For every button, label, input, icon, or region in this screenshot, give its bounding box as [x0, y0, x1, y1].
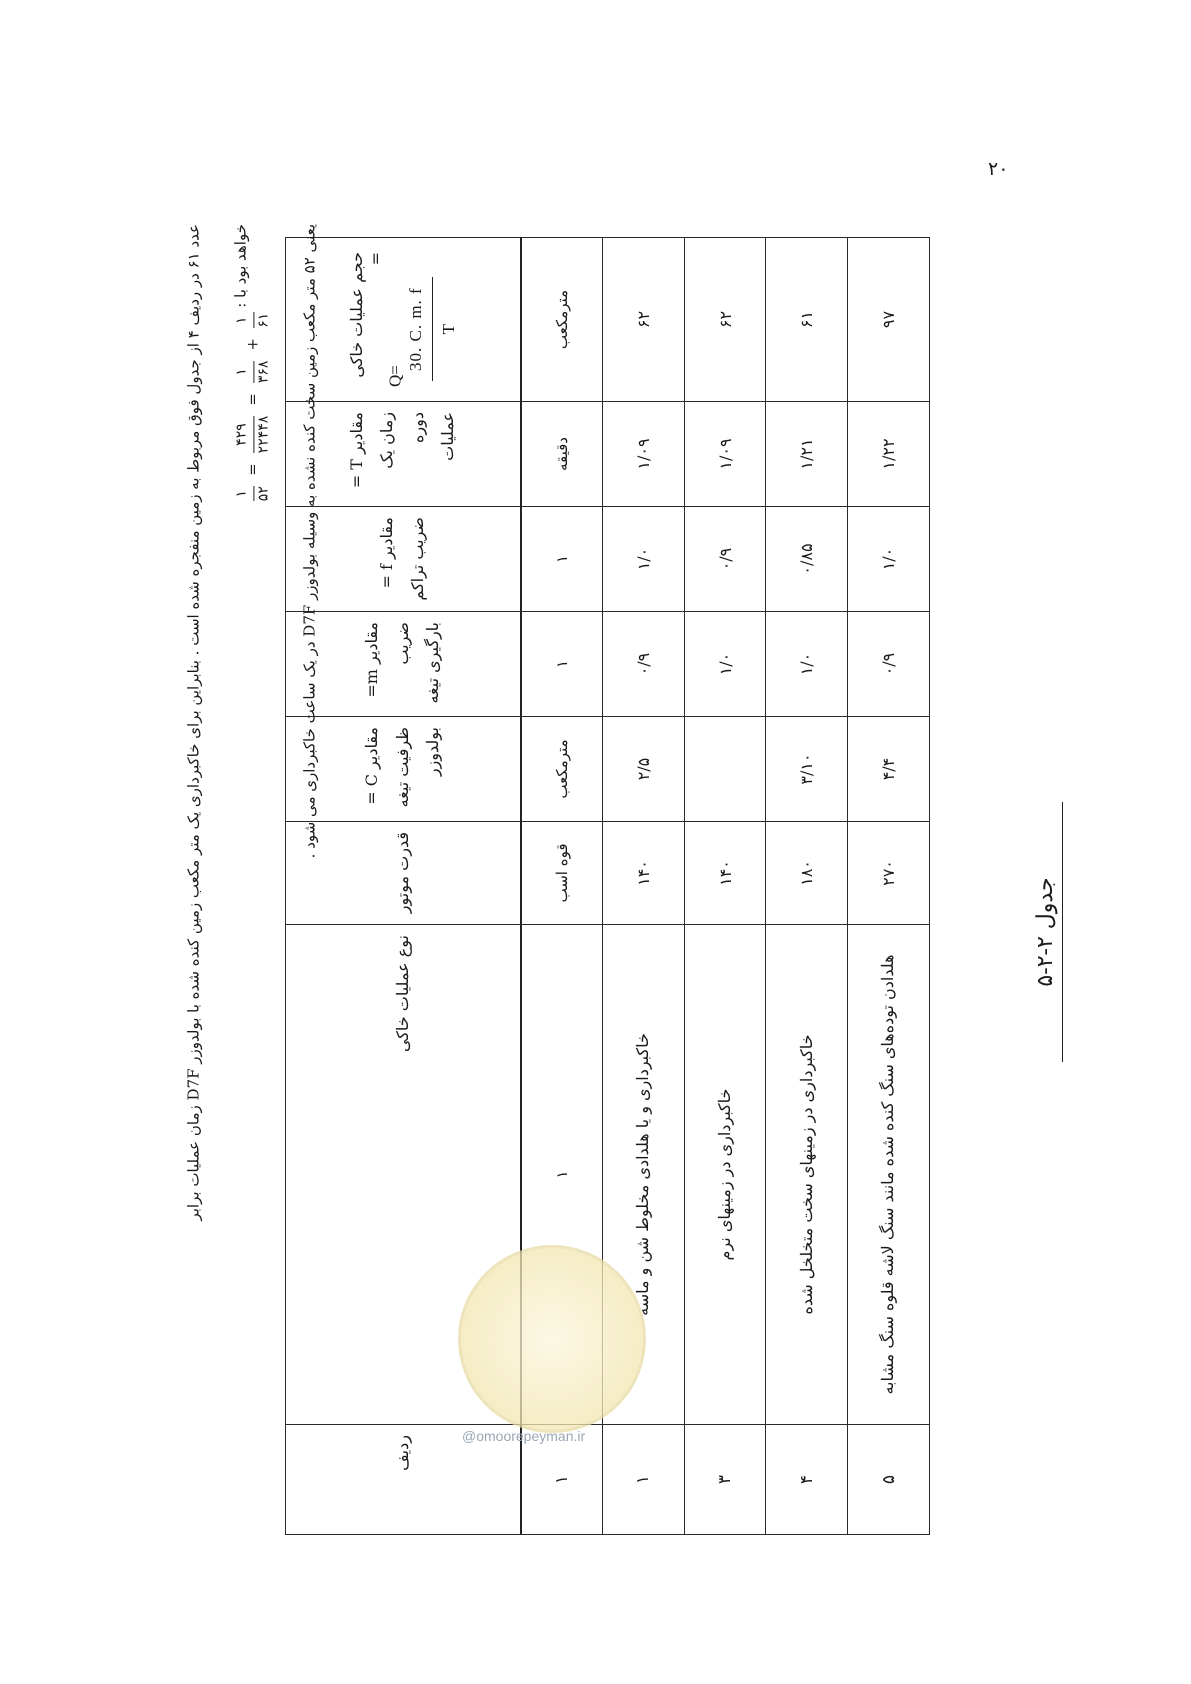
eq-lhs-fraction: ۱ ۶۱ [233, 312, 271, 328]
page-number: ۲۰ [988, 158, 1009, 180]
f-cell: ۰/۸۵ [766, 507, 848, 612]
note-line-1: عدد ۶۱ در ردیف ۴ از جدول فوق مربوط به زمین منفجره شده است . بنابراین برای خاکبرداری یک متر مکعب زمین کنده شده با بولدوزر D7F زمان عملیات برابر [184, 224, 203, 1221]
m-cell: ۰/۹ [602, 612, 684, 717]
m-cell: ۱/۰ [684, 612, 766, 717]
power-cell: ۲۷۰ [848, 822, 930, 925]
eq-final-fraction: ۱ ۵۲ [233, 486, 271, 502]
description-cell: هلدادن توده‌های سنگ کنده شده مانند سنگ لاشه قلوه سنگ مشابه [848, 925, 930, 1425]
m-cell: ۰/۹ [848, 612, 930, 717]
q-cell: ۶۲ [684, 238, 766, 402]
row-number-cell: ۳ [684, 1425, 766, 1535]
power-cell: ۱۸۰ [766, 822, 848, 925]
watermark-seal [458, 1245, 646, 1433]
description-cell: خاکبرداری در زمینهای سخت متخلخل شده [766, 925, 848, 1425]
formula-denominator: T [438, 323, 458, 335]
t-cell: ۱/۲۲ [848, 402, 930, 507]
formula-fraction [406, 277, 459, 381]
table-row [684, 238, 766, 1535]
q-cell: ۹۷ [848, 238, 930, 402]
c-unit-cell: مترمکعب [521, 717, 603, 822]
c-cell: ۲/۵ [602, 717, 684, 822]
header-cycle-time: مقادیر T = زمان یک دوره عملیات [286, 402, 521, 507]
q-cell: ۶۱ [766, 238, 848, 402]
formula-lhs: Q= [385, 365, 405, 387]
formula-title: حجم عملیات خاکی = [347, 252, 386, 378]
header-compaction-factor: مقادیر f = ضریب تراکم [286, 507, 521, 612]
header-blade-capacity: مقادیر C = ظرفیت تیغه بولدوزر [286, 717, 521, 822]
power-cell: ۱۴۰ [684, 822, 766, 925]
notes-block [183, 224, 346, 1544]
note-line-3: یعنی ۵۲ متر مکعب زمین سخت کنده نشده به وسیله بولدوزر D7F در یک ساعت خاکبرداری می شود . [300, 224, 319, 859]
m-unit-cell: ۱ [521, 612, 603, 717]
t-cell: ۱/۲۱ [766, 402, 848, 507]
description-cell: خاکبرداری و یا هلدادی مخلوط شن و ماسه [602, 925, 684, 1425]
row-number-cell: ۴ [766, 1425, 848, 1535]
formula-numerator: 30. C. m. f [406, 277, 433, 381]
note-line-2-prefix: خواهد بود با : [231, 224, 250, 308]
header-engine-power: قدرت موتور [286, 822, 521, 925]
table-row [766, 238, 848, 1535]
eq-result-fraction: ۴۲۹ ۲۲۴۴۸ [233, 415, 271, 454]
power-cell: ۱۴۰ [602, 822, 684, 925]
row-number-cell: ۱ [602, 1425, 684, 1535]
q-cell: ۶۲ [602, 238, 684, 402]
header-row-number: ردیف [286, 1425, 521, 1535]
eq-mid-fraction: ۱ ۳۶۸ [233, 360, 271, 384]
table-caption: جدول ۲-۲-۵ [1033, 802, 1063, 1062]
type-unit-cell: ۱ [521, 925, 603, 1425]
watermark-text: @omoorepeyman.ir [462, 1428, 586, 1444]
header-operation-type: نوع عملیات خاکی [286, 925, 521, 1425]
header-loading-factor: مقادیر m= ضریب بارگیری تیغه [286, 612, 521, 717]
note-line-2 [230, 224, 273, 1544]
f-cell: ۰/۹ [684, 507, 766, 612]
c-cell: ۴/۴ [848, 717, 930, 822]
t-cell: ۱/۰۹ [602, 402, 684, 507]
c-cell [684, 717, 766, 822]
note-equation: ۱ ۵۲ = ۴۲۹ ۲۲۴۴۸ = ۱ ۳۶۸ + ۱ ۶۱ [232, 312, 273, 501]
f-cell: ۱/۰ [848, 507, 930, 612]
row-number-cell: ۱ [521, 1425, 603, 1535]
f-cell: ۱/۰ [602, 507, 684, 612]
f-unit-cell: ۱ [521, 507, 603, 612]
m-cell: ۱/۰ [766, 612, 848, 717]
t-unit-cell: دقیقه [521, 402, 603, 507]
table-row [848, 238, 930, 1535]
t-cell: ۱/۰۹ [684, 402, 766, 507]
power-unit-cell: قوه اسب [521, 822, 603, 925]
row-number-cell: ۵ [848, 1425, 930, 1535]
description-cell: خاکبرداری در زمینهای نرم [684, 925, 766, 1425]
c-cell: ۳/۱۰ [766, 717, 848, 822]
q-unit-cell: مترمکعب [521, 238, 603, 402]
